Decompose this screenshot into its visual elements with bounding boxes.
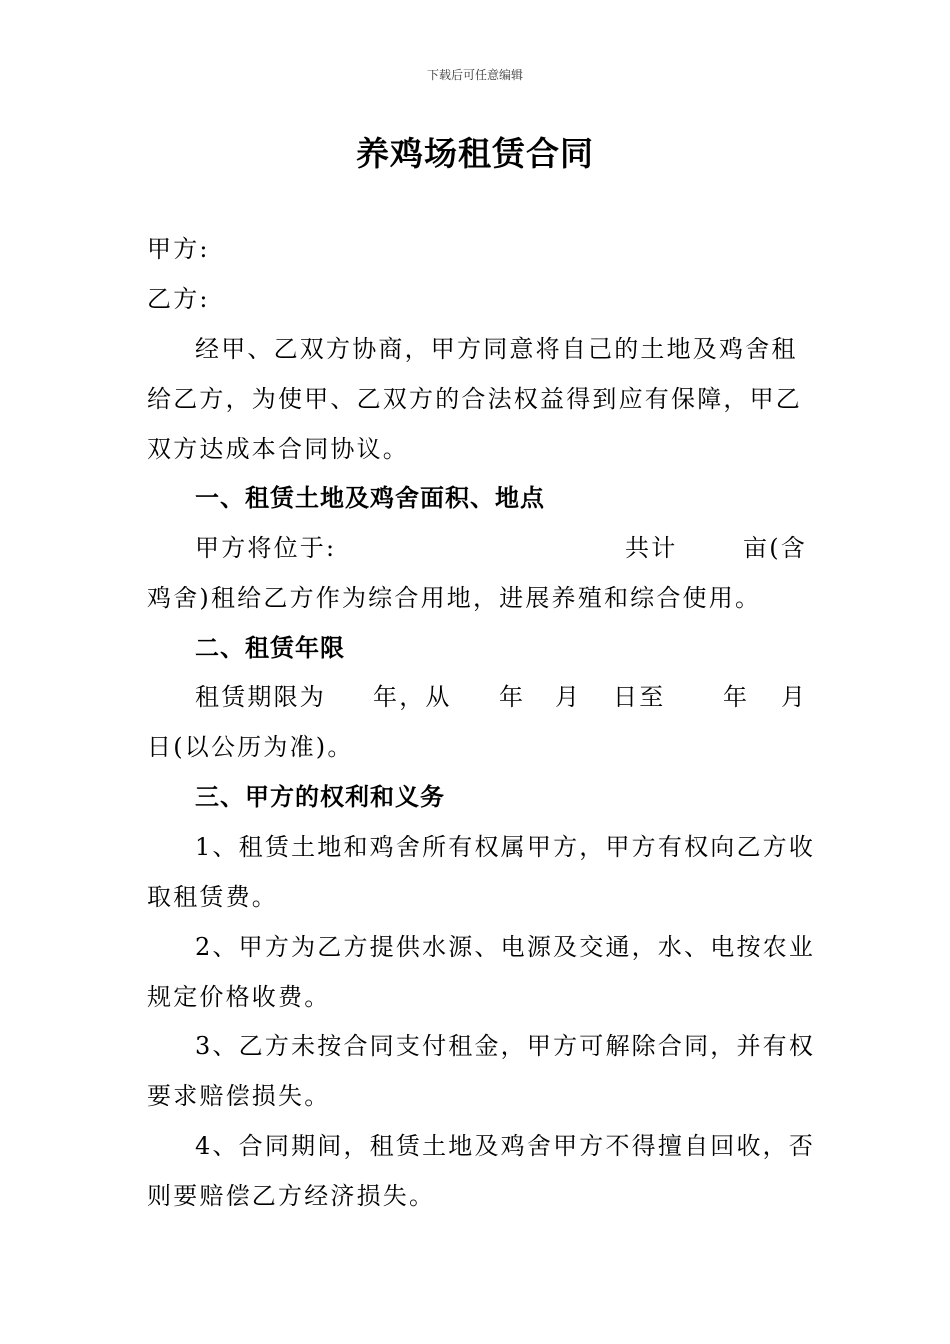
party-b-label: 乙方:	[147, 285, 210, 313]
party-a-label: 甲方:	[147, 235, 210, 263]
intro-line-2: 给乙方，为使甲、乙双方的合法权益得到应有保障，甲乙	[147, 385, 802, 413]
header-note: 下载后可任意编辑	[426, 68, 523, 82]
start-month-label: 月	[555, 683, 582, 711]
clause-2-line-1: 2、甲方为乙方提供水源、电源及交通，水、电按农业	[195, 933, 816, 961]
end-year-label: 年	[723, 683, 750, 711]
clause-1-line-1: 1、租赁土地和鸡舍所有权属甲方，甲方有权向乙方收	[195, 833, 816, 861]
clause-1-line-2: 取租赁费。	[147, 883, 278, 911]
clause-3-line-1: 3、乙方未按合同支付租金，甲方可解除合同，并有权	[195, 1032, 816, 1060]
mu-label: 亩(含	[743, 534, 807, 562]
clause-4-line-2: 则要赔偿乙方经济损失。	[147, 1182, 436, 1210]
section-1-heading: 一、租赁土地及鸡舍面积、地点	[195, 483, 545, 512]
document-title: 养鸡场租赁合同	[356, 134, 594, 173]
section-3-heading: 三、甲方的权利和义务	[195, 782, 445, 811]
start-year-label: 年	[499, 683, 526, 711]
clause-3-line-2: 要求赔偿损失。	[147, 1082, 331, 1110]
clause-2-line-2: 规定价格收费。	[147, 983, 331, 1011]
intro-line-3: 双方达成本合同协议。	[147, 435, 409, 463]
section-2-heading: 二、租赁年限	[195, 633, 345, 662]
section-1-line-2: 鸡舍)租给乙方作为综合用地，进展养殖和综合使用。	[147, 584, 762, 612]
year-from-label: 年，从	[373, 683, 452, 711]
section-2-line-2: 日(以公历为准)。	[147, 733, 354, 761]
start-day-to-label: 日至	[613, 683, 666, 711]
end-month-label: 月	[781, 683, 808, 711]
intro-line-1: 经甲、乙双方协商，甲方同意将自己的土地及鸡舍租	[195, 335, 798, 363]
total-label: 共计	[625, 534, 678, 562]
clause-4-line-1: 4、合同期间，租赁土地及鸡舍甲方不得擅自回收，否	[195, 1132, 816, 1160]
location-label: 甲方将位于:	[195, 534, 337, 562]
term-label: 租赁期限为	[195, 683, 326, 711]
